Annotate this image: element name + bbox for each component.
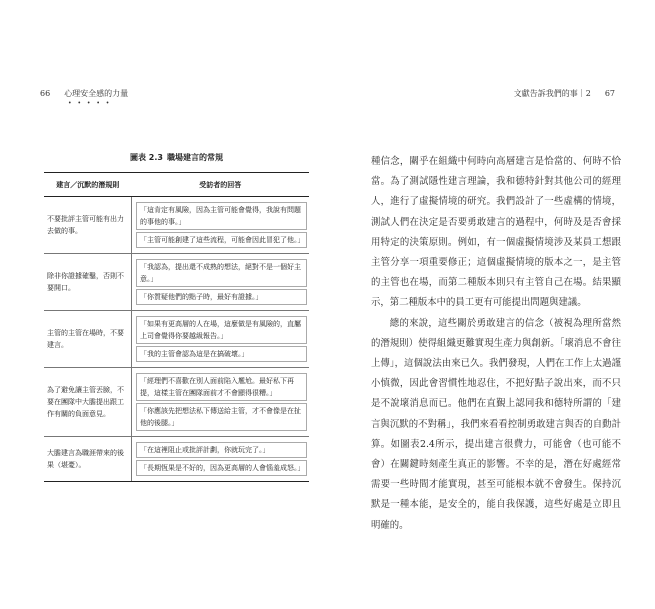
responses-cell	[132, 368, 310, 437]
column-header-rule: 建言／沉默的潛規則	[44, 173, 132, 197]
left-page-header	[40, 88, 128, 107]
voice-rules-table	[44, 172, 309, 482]
figure-caption: 職場建言的常規	[166, 153, 223, 162]
responses-cell	[132, 197, 310, 254]
rule-cell: 主管的主管在場時，不要建言。	[44, 311, 132, 368]
response-quote: 「經理們不喜歡在別人面前陷入尷尬。最好私下再提，這樣主管在團隊面前才不會顯得很糟。」	[136, 373, 307, 401]
response-quote: 「我的主管會認為這是在搞破壞。」	[136, 346, 307, 362]
response-quote: 「你應該先把想法私下傳送給主管，才不會像是在扯他的後腿。」	[136, 403, 307, 431]
left-running-title: 心理安全感的力量	[64, 89, 129, 98]
response-quote: 「主管可能創建了這些流程，可能會因此冒犯了他。」	[136, 232, 307, 248]
table-row	[44, 368, 309, 437]
response-quote: 「如果有更高層的人在場，這麼做是有風險的，直屬上司會覺得你要越級報告。」	[136, 316, 307, 344]
responses-cell	[132, 311, 310, 368]
table-header-row	[44, 173, 309, 197]
responses-cell	[132, 437, 310, 482]
body-paragraph: 種信念，關乎在組織中何時向高層建言是恰當的、何時不恰當。為了測試隱性建言理論，我和德特針對其他公司的經理人，進行了虛擬情境的研究。我們設計了一些虛構的情境，測試人們在決定是否要勇敢建言的過程中，何時及是否會採用特定的決策原則。例如，有一個虛擬情境涉及某員工想跟主管分享一項重要修正；這個虛擬情境的版本之一，是主管的主管也在場，而第二種版本則只有主管自己在場。結果顯示，第二種版本中的員工更有可能提出問題與建議。	[371, 156, 621, 309]
body-paragraph: 總的來說，這些關於勇敢建言的信念（被視為理所當然的潛規則）使得組織更難實現生產力與創新。「壞消息不會往上傳」，這個說法由來已久。我們發現，人們在工作上太過謹小慎微，因此會習慣性地忍住，不把好點子說出來，而不只是不說壞消息而已。他們在直覲上認同我和德特所謂的「建言與沉默的不對稱」，我們來看看控制勇敢建言與否的自動計算。如圖表2.4所示，提出建言很費力，可能會（也可能不會）在關鍵時刻產生真正的影響。不幸的是，潛在好處經常需要一些時間才能實現，甚至可能根本就不會發生。保持沉默是一種本能，是安全的，能自我保護，這些好處是立即且明確的。	[371, 317, 621, 531]
responses-cell	[132, 254, 310, 311]
table-row	[44, 437, 309, 482]
column-header-responses: 受訪者的回答	[132, 173, 310, 197]
rule-cell: 為了避免讓主管丟臉，不要在團隊中大膽提出跟工作有關的負面意見。	[44, 368, 132, 437]
figure-title	[44, 152, 309, 163]
response-quote: 「這肯定有風險，因為主管可能會覺得，我說有問題的事他的事。」	[136, 202, 307, 230]
response-quote: 「你質疑他們的點子時，最好有證據。」	[136, 289, 307, 305]
response-quote: 「在這裡阻止或批評計劃，你就玩完了。」	[136, 442, 307, 458]
response-quote: 「我認為，提出還不成熟的想法，絕對不是一個好主意。」	[136, 259, 307, 287]
decorative-dots: • • • • •	[68, 100, 112, 107]
response-quote: 「長期恆果是不好的，因為更高層的人會惱羞成怒。」	[136, 460, 307, 476]
rule-cell: 不要批評主管可能有出力去做的事。	[44, 197, 132, 254]
figure-code: 圖表 2.3	[130, 153, 163, 162]
table-row	[44, 254, 309, 311]
table-row	[44, 197, 309, 254]
right-page-header	[514, 88, 615, 99]
table-row	[44, 311, 309, 368]
rule-cell: 大膽建言為職涯帶來的後果（堪憂）。	[44, 437, 132, 482]
right-running-title: 文獻告訴我們的事｜2	[513, 89, 591, 98]
right-page-body	[371, 152, 621, 536]
left-page-number: 66	[40, 89, 51, 98]
right-page-number: 67	[604, 89, 615, 98]
rule-cell: 除非你證據確鑿，否則不要開口。	[44, 254, 132, 311]
